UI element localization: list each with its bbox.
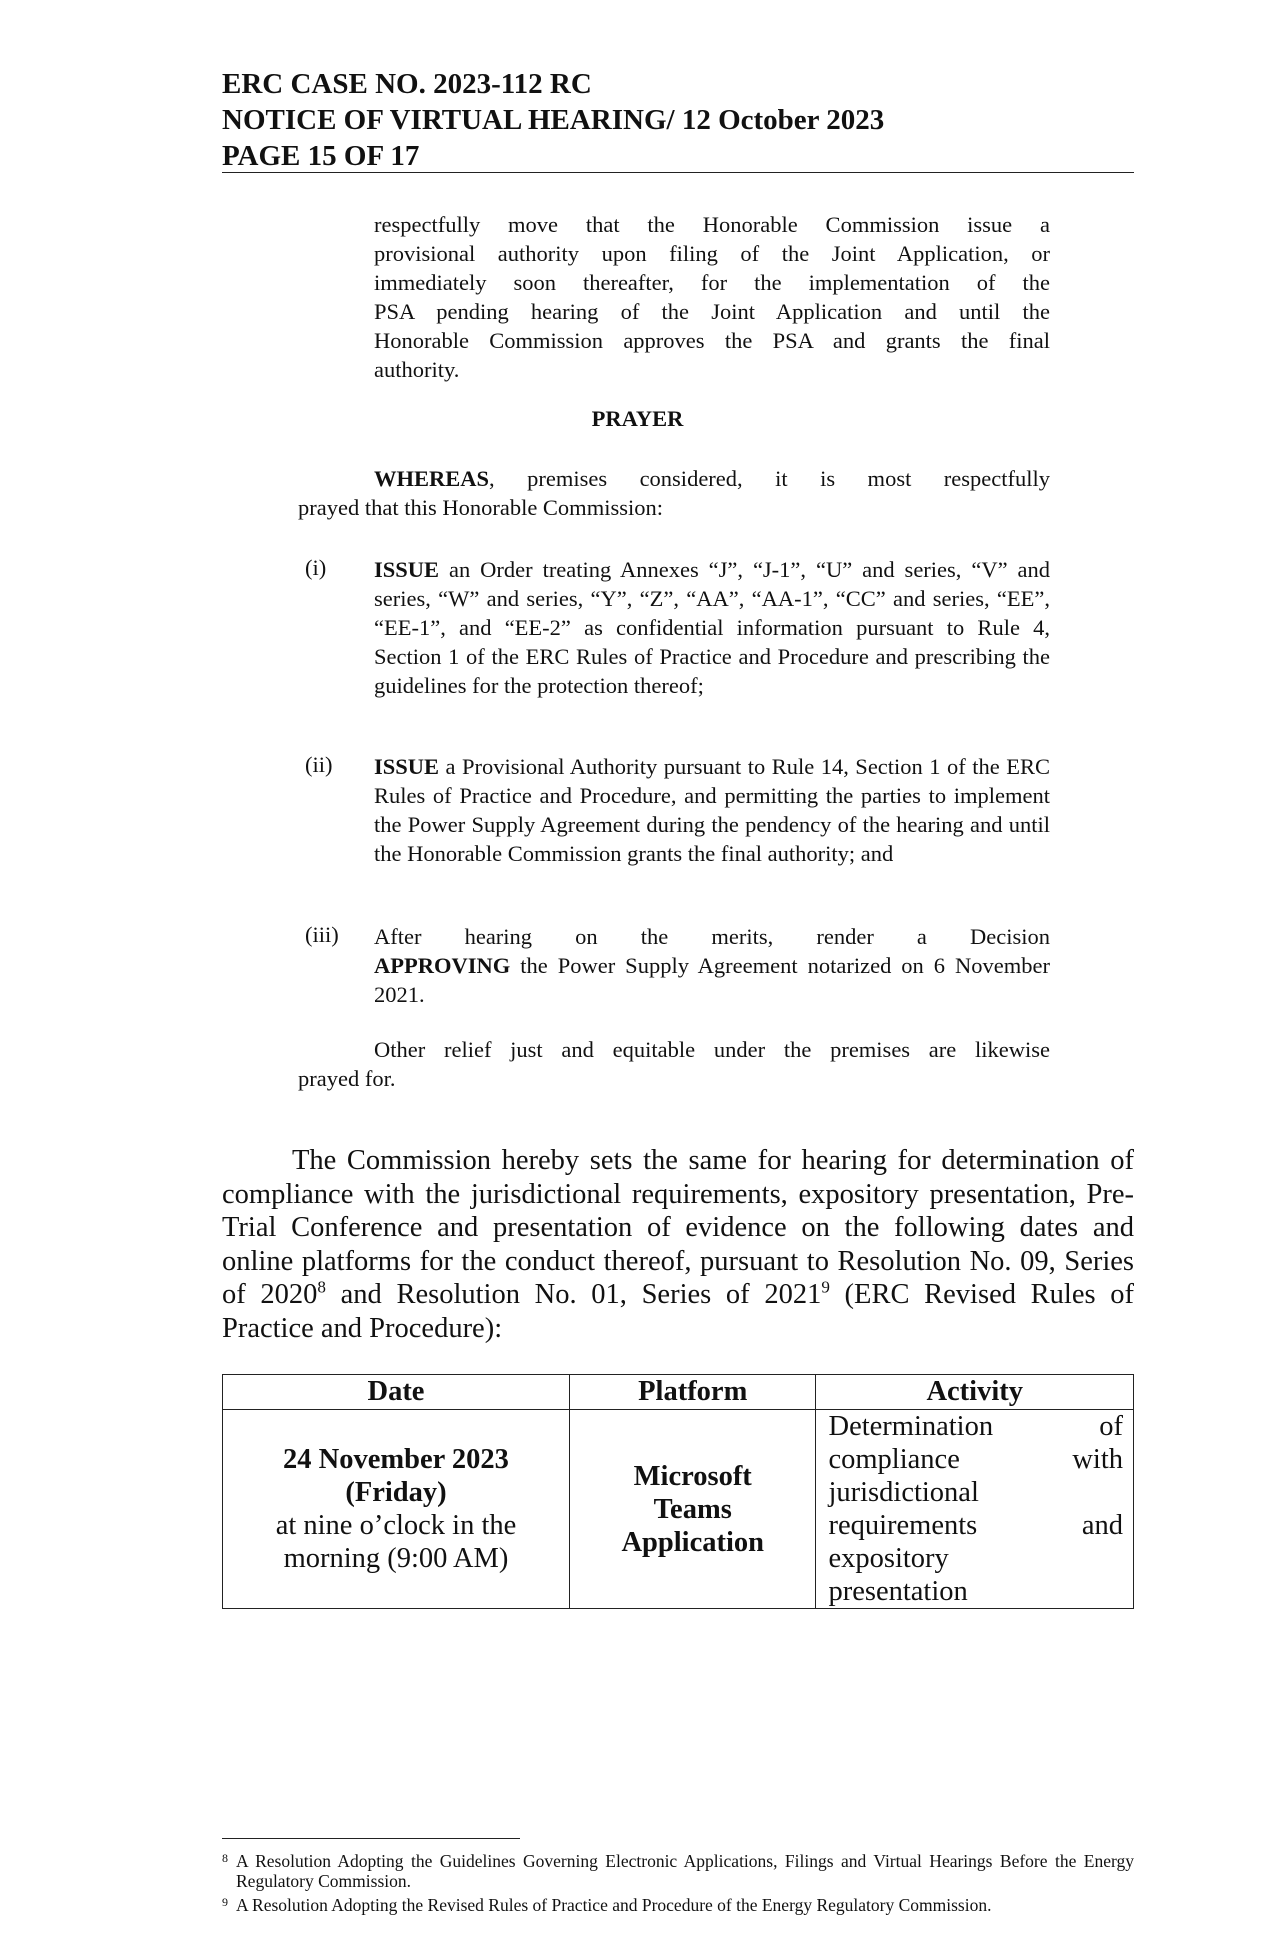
intro-line: authority. [374, 357, 460, 382]
intro-line: respectfully move that the Honorable Commission issue a [374, 212, 1050, 237]
footnote-text: A Resolution Adopting the Guidelines Governing Electronic Applications, Filings and Virtual Hearings Before the Energy Regulatory Commission. [236, 1851, 1134, 1891]
page-header [222, 66, 1134, 174]
item-pre: After hearing on the merits, render a Decision [374, 924, 1050, 949]
date-cell [223, 1410, 570, 1609]
commission-text-c: (ERC Revised Rules of Practice and Procedure): [222, 1279, 1134, 1344]
platform-line: Application [621, 1526, 764, 1558]
activity-word: presentation [828, 1576, 968, 1607]
hearing-time-line-2: morning (9:00 AM) [283, 1543, 509, 1574]
item-label: (ii) [305, 752, 333, 777]
item-text: a Provisional Authority pursuant to Rule 14, Section 1 of the ERC Rules of Practice and Procedure, and permitting the parties to implement the Power Supply Agreement during the pendency of the hearing and until the Honorable Commission grants the final authority; and [374, 754, 1050, 866]
notice-title: NOTICE OF VIRTUAL HEARING/ 12 October 2023 [222, 104, 885, 136]
prayer-item [374, 752, 1050, 868]
item-bold: APPROVING [374, 953, 511, 978]
table-header-row [223, 1375, 1134, 1410]
commission-text-b: and Resolution No. 01, Series of 2021 [325, 1279, 822, 1310]
platform-line: Teams [653, 1493, 732, 1525]
page-number: PAGE 15 OF 17 [222, 140, 420, 172]
case-number: ERC CASE NO. 2023-112 RC [222, 68, 592, 100]
activity-line [816, 1476, 1133, 1509]
activity-line [816, 1443, 1133, 1476]
activity-word: expository [828, 1543, 949, 1574]
commission-paragraph [222, 1144, 1134, 1345]
activity-line [816, 1575, 1133, 1608]
table-row [223, 1410, 1134, 1609]
activity-cell [816, 1410, 1134, 1609]
activity-word: jurisdictional [828, 1477, 979, 1508]
whereas-text: , premises considered, it is most respectfully [489, 466, 1050, 491]
prayer-item [374, 555, 1050, 700]
hearing-day: (Friday) [345, 1477, 447, 1508]
footnote-9 [222, 1895, 1134, 1915]
intro-line: provisional authority upon filing of the Joint Application, or [374, 241, 1050, 266]
platform-line: Microsoft [633, 1460, 752, 1492]
item-bold: ISSUE [374, 754, 440, 779]
column-header-activity: Activity [816, 1375, 1134, 1410]
footnote-ref-8: 8 [317, 1277, 326, 1297]
prayer-item [374, 922, 1050, 1009]
column-header-date: Date [223, 1375, 570, 1410]
commission-text-a: The Commission hereby sets the same for hearing for determination of compliance with the jurisdictional requirements, expository presentation, Pre-Trial Conference and presentation of evidence on the following dates and online platforms for the conduct thereof, pursuant to Resolution No. 09, Series of 2020 [222, 1145, 1134, 1310]
whereas-bold: WHEREAS [374, 466, 490, 491]
activity-word: compliance [828, 1444, 960, 1475]
activity-line [816, 1542, 1133, 1575]
activity-word: with [1072, 1444, 1123, 1475]
hearing-date: 24 November 2023 [283, 1444, 509, 1475]
intro-line: Honorable Commission approves the PSA and grants the final [374, 328, 1050, 353]
activity-line [816, 1410, 1133, 1443]
intro-line: PSA pending hearing of the Joint Application and until the [374, 299, 1050, 324]
other-line-2: prayed for. [298, 1066, 396, 1091]
activity-word: Determination [828, 1411, 994, 1442]
item-text: an Order treating Annexes “J”, “J-1”, “U” and series, “V” and series, “W” and series, “Y”, “Z”, “AA”, “AA-1”, “CC” and series, “EE”, “EE-1”, and “EE-2” as confidential information pursuant to Rule 4, Section 1 of the ERC Rules of Practice and Procedure and prescribing the guidelines for the protection thereof; [374, 557, 1050, 698]
footnote-rule [222, 1838, 520, 1839]
footnote-8 [222, 1851, 1134, 1891]
activity-word: requirements [828, 1510, 978, 1541]
other-line-1: Other relief just and equitable under the premises are likewise [374, 1037, 1050, 1062]
whereas-line-2: prayed that this Honorable Commission: [298, 495, 663, 520]
prayer-heading: PRAYER [591, 406, 684, 431]
footnote-number: 9 [222, 1895, 228, 1909]
activity-line [816, 1509, 1133, 1542]
activity-word: of [1099, 1411, 1123, 1442]
hearing-time-line-1: at nine o’clock in the [275, 1510, 517, 1541]
hearing-schedule-table [222, 1374, 1134, 1609]
intro-line: immediately soon thereafter, for the implementation of the [374, 270, 1050, 295]
footnote-number: 8 [222, 1851, 228, 1865]
footnote-ref-9: 9 [821, 1277, 830, 1297]
item-label: (iii) [305, 922, 339, 947]
activity-word: and [1081, 1510, 1123, 1541]
item-text: the Power Supply Agreement notarized on 6 November 2021. [374, 953, 1050, 1007]
column-header-platform: Platform [569, 1375, 816, 1410]
item-label: (i) [305, 555, 327, 580]
platform-cell [569, 1410, 816, 1609]
whereas-line-1 [374, 464, 1050, 493]
header-rule [222, 172, 1134, 173]
footnote-text: A Resolution Adopting the Revised Rules of Practice and Procedure of the Energy Regulatory Commission. [236, 1895, 992, 1915]
item-bold: ISSUE [374, 557, 440, 582]
